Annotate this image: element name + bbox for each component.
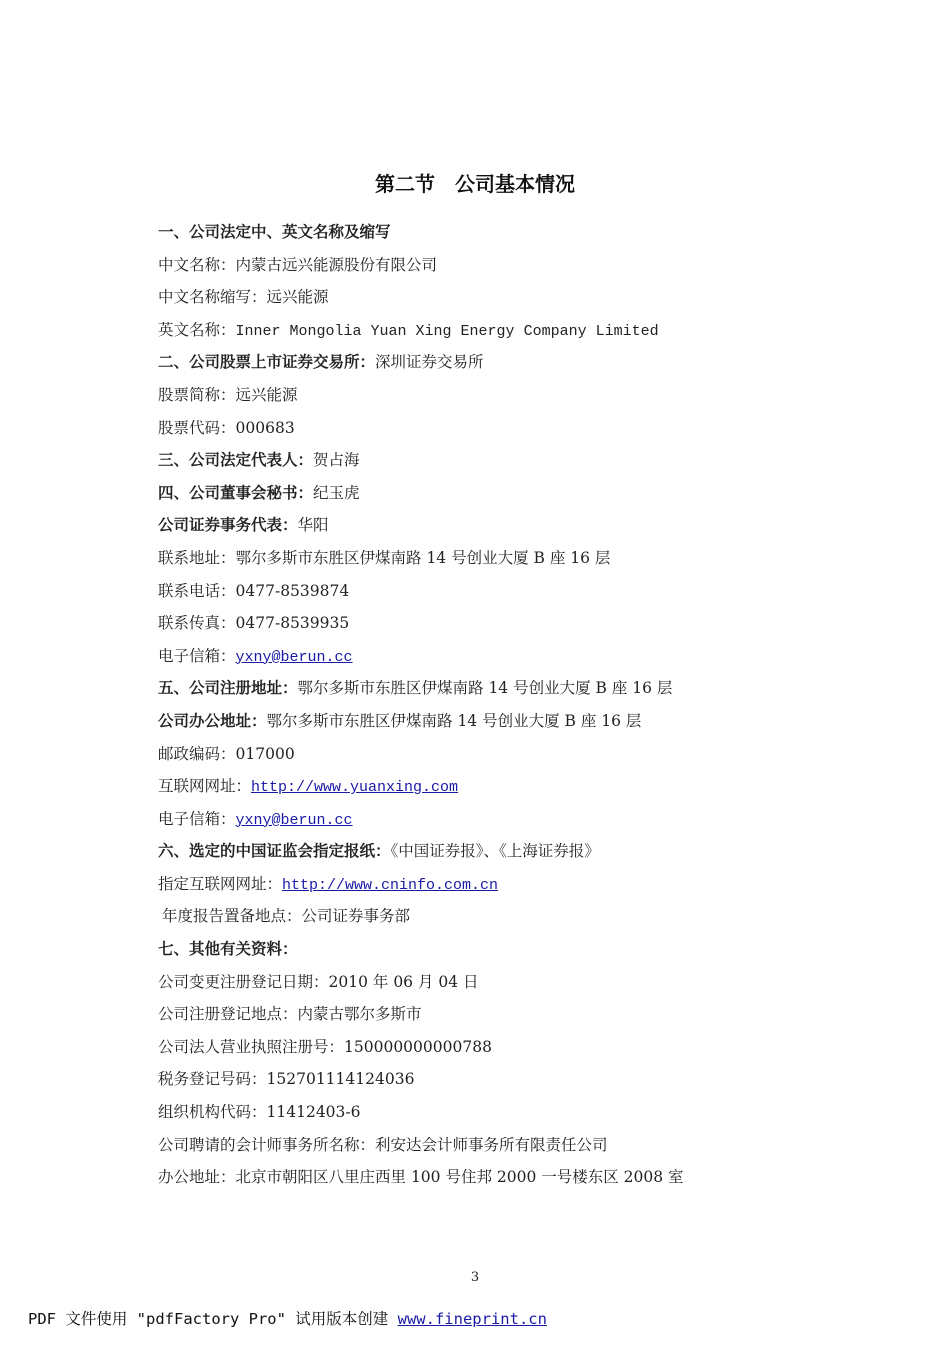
info-label: 公司变更注册登记日期： — [158, 972, 329, 991]
info-label: 股票简称： — [158, 385, 236, 404]
footer-watermark — [28, 1307, 547, 1329]
info-value: 017000 — [235, 744, 295, 763]
info-label: 公司法人营业执照注册号： — [158, 1037, 345, 1056]
info-value: 利安达会计师事务所有限责任公司 — [375, 1135, 608, 1154]
info-link[interactable]: yxny@berun.cc — [235, 811, 353, 829]
info-label: 税务登记号码： — [158, 1070, 267, 1089]
info-line — [158, 1001, 878, 1034]
info-label: 四、公司董事会秘书： — [158, 483, 314, 502]
info-label: 中文名称缩写： — [158, 288, 267, 307]
info-line — [158, 838, 878, 871]
info-line — [158, 773, 878, 806]
info-label: 公司证券事务代表： — [158, 516, 298, 535]
info-value: 152701114124036 — [266, 1070, 415, 1089]
info-line — [158, 1164, 878, 1197]
info-value: 《中国证券报》、《上海证券报》 — [390, 842, 600, 861]
info-value: 纪玉虎 — [313, 483, 360, 502]
info-value: 远兴能源 — [266, 288, 329, 307]
info-line — [158, 480, 878, 513]
info-line — [158, 936, 878, 969]
info-value: 远兴能源 — [235, 385, 298, 404]
info-value: 华阳 — [297, 516, 329, 535]
info-line — [158, 1099, 878, 1132]
footer-link[interactable]: www.fineprint.cn — [397, 1310, 547, 1328]
info-label: 股票代码： — [158, 418, 236, 437]
info-line — [158, 1034, 878, 1067]
info-value: 公司证券事务部 — [301, 907, 411, 926]
info-line — [158, 675, 878, 708]
info-value: 11412403-6 — [266, 1103, 361, 1122]
info-line — [158, 903, 878, 936]
info-label: 年度报告置备地点： — [162, 907, 302, 926]
info-label: 三、公司法定代表人： — [158, 451, 314, 470]
info-value: 北京市朝阳区八里庄西里 100 号住邦 2000 一号楼东区 2008 室 — [235, 1168, 684, 1187]
info-line — [158, 219, 878, 252]
info-value: 鄂尔多斯市东胜区伊煤南路 14 号创业大厦 B 座 16 层 — [297, 679, 673, 698]
info-label: 七、其他有关资料： — [158, 940, 298, 959]
info-label: 邮政编码： — [158, 744, 236, 763]
info-line — [158, 806, 878, 839]
info-value: 000683 — [235, 418, 295, 437]
info-line — [158, 969, 878, 1002]
info-line — [158, 545, 878, 578]
info-label: 组织机构代码： — [158, 1103, 267, 1122]
info-line — [158, 871, 878, 904]
info-value: 鄂尔多斯市东胜区伊煤南路 14 号创业大厦 B 座 16 层 — [266, 711, 642, 730]
info-value: 0477-8539874 — [235, 581, 350, 600]
page-number: 3 — [470, 1270, 480, 1285]
info-label: 中文名称： — [158, 255, 236, 274]
info-label: 联系传真： — [158, 614, 236, 633]
info-value: 0477-8539935 — [235, 614, 350, 633]
info-value: Inner Mongolia Yuan Xing Energy Company Limited — [235, 322, 659, 340]
info-value: 深圳证券交易所 — [375, 353, 484, 372]
info-line — [158, 512, 878, 545]
info-link[interactable]: http://www.cninfo.com.cn — [282, 876, 499, 894]
info-label: 互联网网址： — [158, 777, 252, 796]
info-value: 2010 年 06 月 04 日 — [328, 972, 479, 991]
info-value: 内蒙古鄂尔多斯市 — [297, 1005, 422, 1024]
info-line — [158, 610, 878, 643]
info-label: 联系地址： — [158, 548, 236, 567]
info-line — [158, 1066, 878, 1099]
info-line — [158, 708, 878, 741]
info-label: 公司办公地址： — [158, 711, 267, 730]
info-label: 六、选定的中国证监会指定报纸： — [158, 842, 391, 861]
info-line — [158, 382, 878, 415]
info-label: 联系电话： — [158, 581, 236, 600]
info-line — [158, 1132, 878, 1165]
info-line — [158, 741, 878, 774]
info-label: 二、公司股票上市证券交易所： — [158, 353, 376, 372]
info-line — [158, 349, 878, 382]
info-line — [158, 252, 878, 285]
info-line — [158, 643, 878, 676]
info-label: 一、公司法定中、英文名称及缩写 — [158, 223, 391, 241]
info-value: 鄂尔多斯市东胜区伊煤南路 14 号创业大厦 B 座 16 层 — [235, 548, 611, 567]
info-value: 150000000000788 — [344, 1037, 492, 1056]
page-title: 第二节 公司基本情况 — [375, 172, 575, 196]
info-label: 五、公司注册地址： — [158, 679, 298, 698]
info-label: 公司聘请的会计师事务所名称： — [158, 1135, 376, 1154]
info-link[interactable]: http://www.yuanxing.com — [251, 779, 459, 797]
info-label: 公司注册登记地点： — [158, 1005, 298, 1024]
info-label: 指定互联网网址： — [158, 874, 283, 893]
info-line — [158, 578, 878, 611]
info-label: 办公地址： — [158, 1168, 236, 1187]
info-label: 英文名称： — [158, 320, 236, 339]
info-link[interactable]: yxny@berun.cc — [235, 648, 353, 666]
info-line — [158, 284, 878, 317]
info-label: 电子信箱： — [158, 646, 236, 665]
info-value: 贺占海 — [313, 451, 360, 470]
document-body — [158, 219, 878, 1197]
info-label: 电子信箱： — [158, 809, 236, 828]
info-line — [158, 447, 878, 480]
info-value: 内蒙古远兴能源股份有限公司 — [235, 255, 438, 274]
info-line — [158, 415, 878, 448]
footer-text: PDF 文件使用 "pdfFactory Pro" 试用版本创建 — [28, 1310, 398, 1328]
info-line — [158, 317, 878, 350]
